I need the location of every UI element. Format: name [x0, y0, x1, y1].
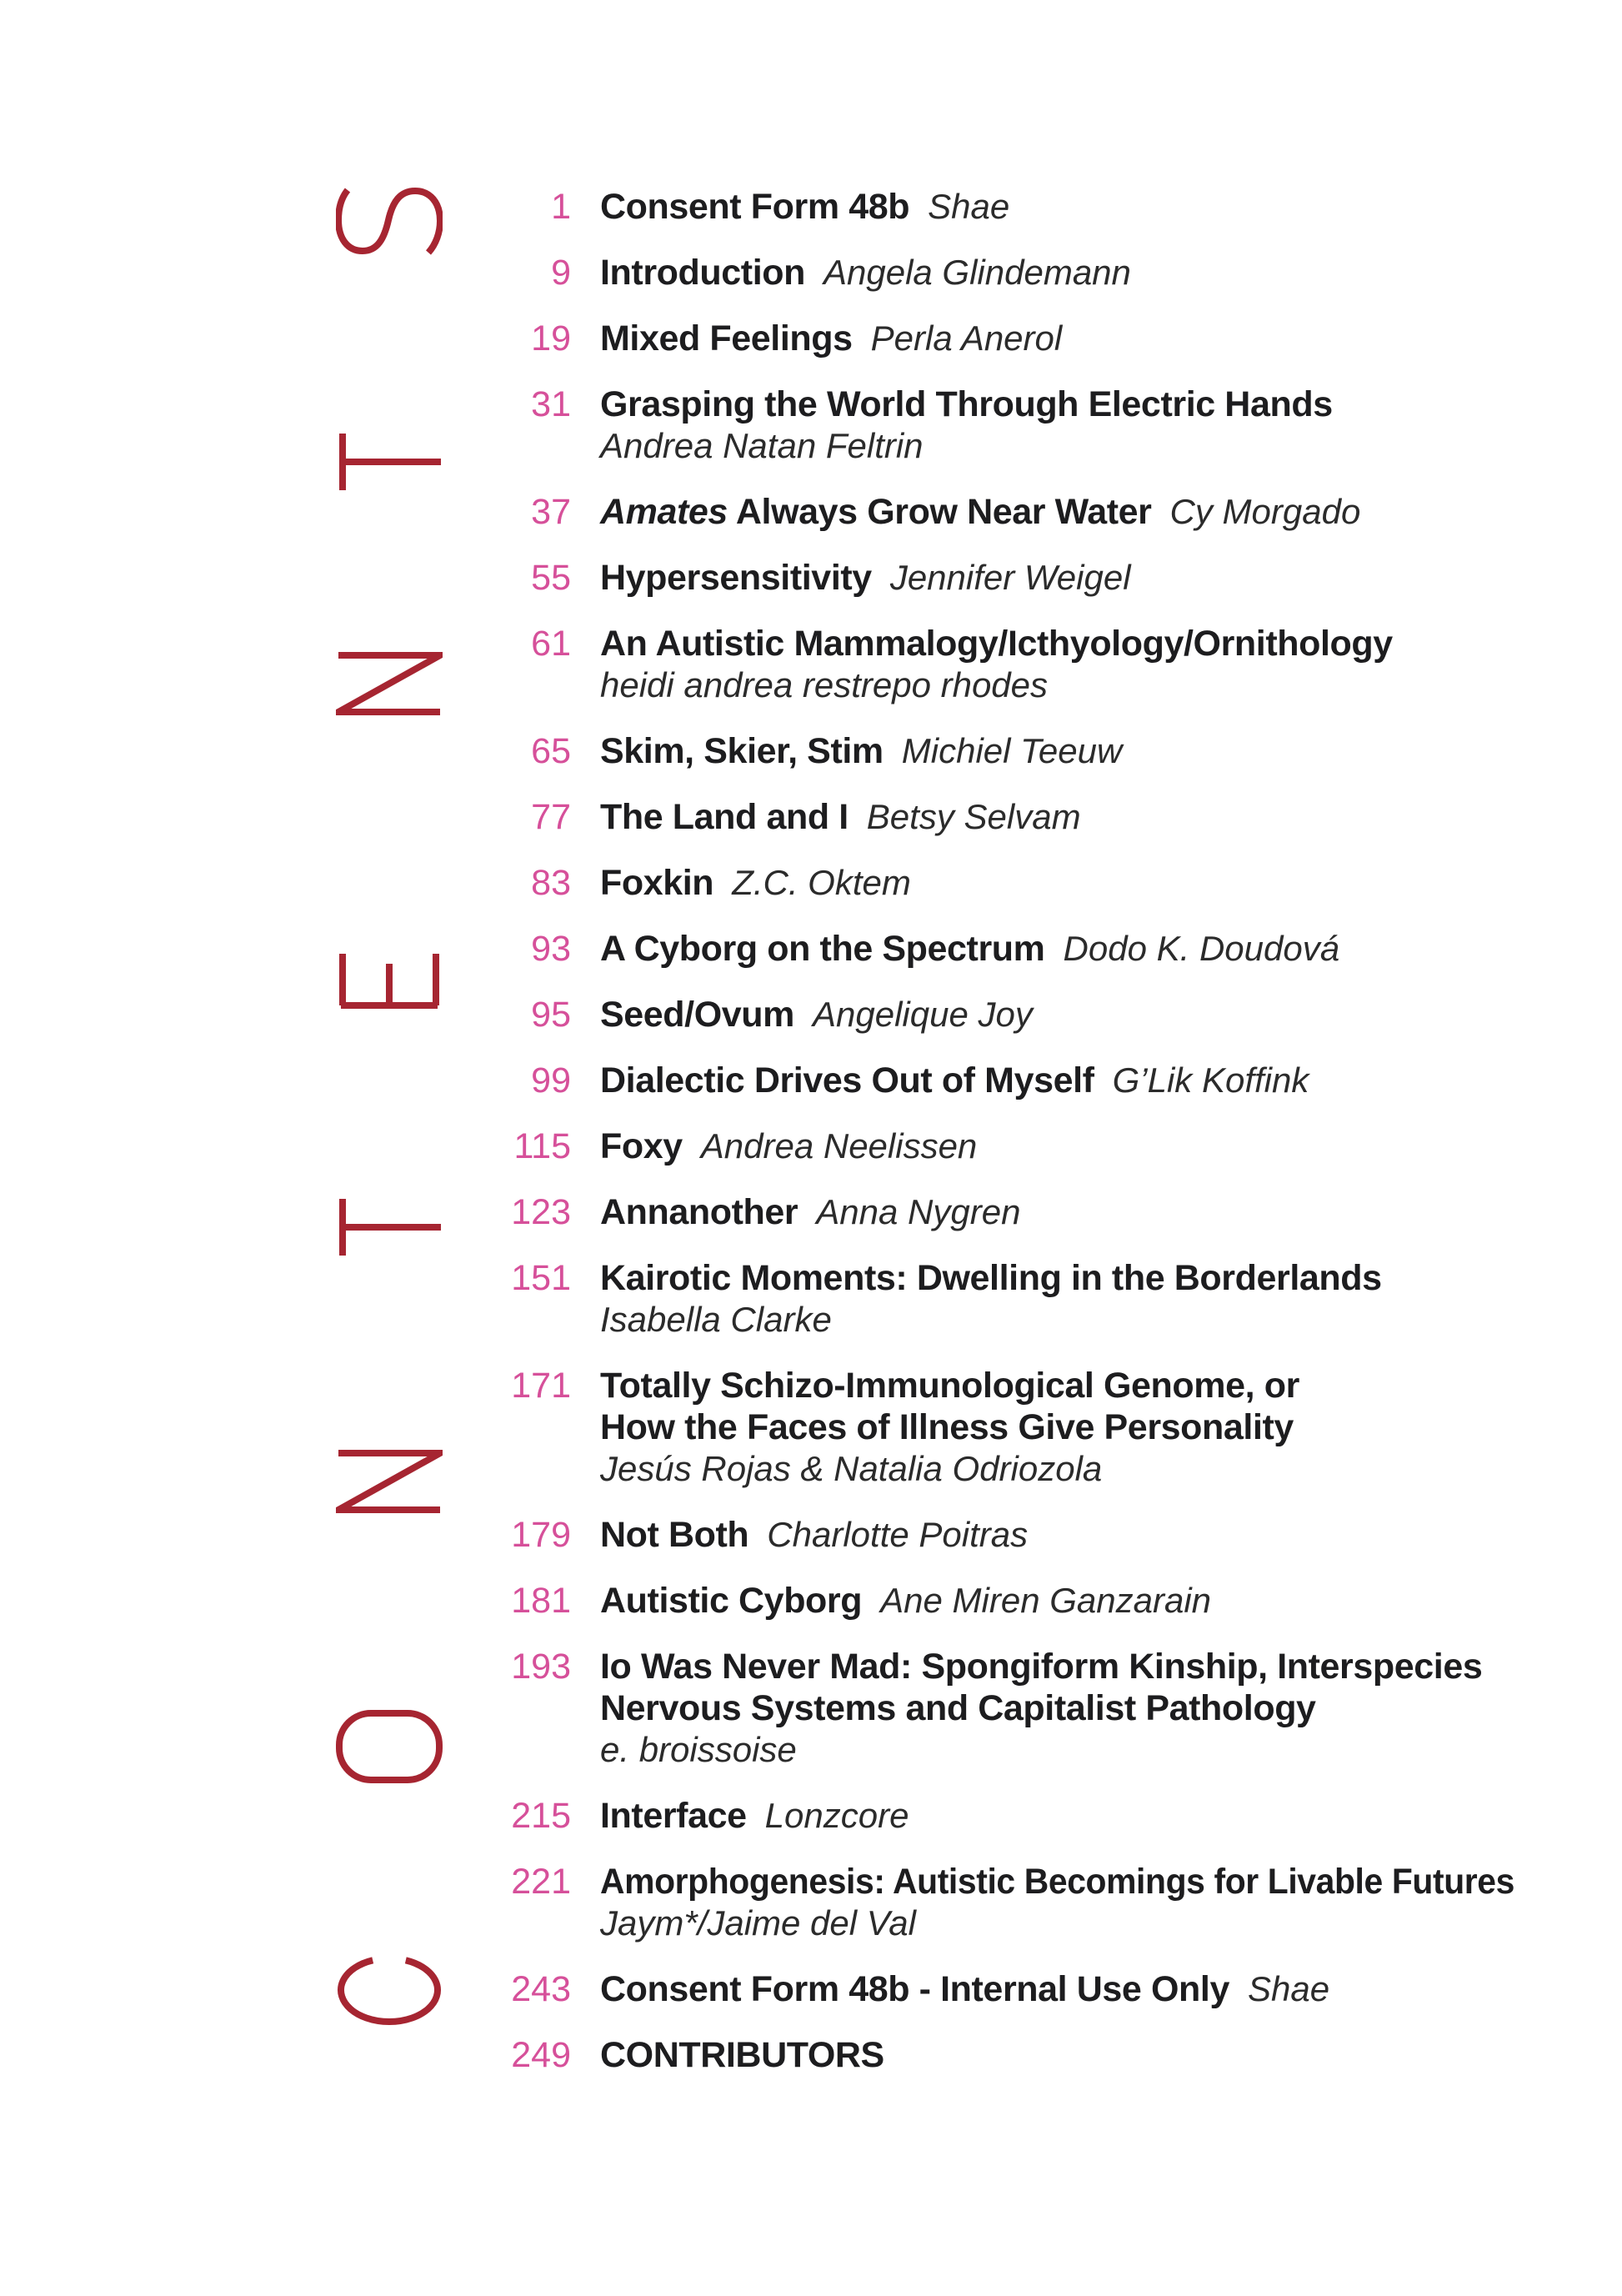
letter-glyph-C — [336, 1953, 443, 2027]
toc-entry-text — [600, 1514, 1571, 1556]
toc-entry — [438, 1861, 1571, 1944]
toc-entry-text — [600, 862, 1571, 904]
toc-author: Jaym*/Jaime del Val — [600, 1903, 916, 1943]
toc-entry-text — [600, 623, 1571, 706]
toc-page-number: 95 — [531, 995, 571, 1035]
toc-author: heidi andrea restrepo rhodes — [600, 665, 1049, 704]
toc-title: Seed/Ovum Angelique Joy — [600, 995, 1033, 1035]
toc-list — [438, 186, 1571, 2100]
toc-entry — [438, 1580, 1571, 1622]
toc-title: Mixed Feelings Perla Anerol — [600, 318, 1063, 358]
toc-author: Andrea Natan Feltrin — [600, 426, 924, 465]
toc-page-number: 37 — [531, 492, 571, 532]
toc-page-number: 243 — [511, 1969, 571, 2009]
toc-author: Michiel Teeuw — [901, 731, 1123, 770]
toc-entry-text — [600, 796, 1571, 838]
toc-title: Amates Always Grow Near Water Cy Morgado — [600, 492, 1361, 532]
toc-entry — [438, 1514, 1571, 1556]
toc-title: Amorphogenesis: Autistic Becomings for Livable Futures — [600, 1862, 1514, 1902]
toc-entry — [438, 1191, 1571, 1233]
toc-entry — [438, 1125, 1571, 1167]
toc-author: Shae — [928, 187, 1010, 226]
toc-entry — [438, 318, 1571, 359]
toc-entry-text — [600, 1968, 1571, 2010]
toc-page-number: 123 — [511, 1192, 571, 1232]
toc-title: The Land and I Betsy Selvam — [600, 797, 1081, 837]
toc-entry-text — [600, 1125, 1571, 1167]
toc-title: A Cyborg on the Spectrum Dodo K. Doudová — [600, 929, 1340, 969]
toc-author: Charlotte Poitras — [767, 1515, 1029, 1554]
toc-entry-text — [600, 384, 1571, 467]
toc-entry-text — [600, 252, 1571, 293]
toc-page-number: 77 — [531, 797, 571, 837]
toc-entry — [438, 730, 1571, 772]
toc-page-number: 215 — [511, 1796, 571, 1836]
toc-page-number: 179 — [511, 1515, 571, 1555]
letter-glyph-T — [336, 1192, 443, 1262]
letter-glyph-O — [336, 1709, 443, 1784]
toc-page-number: 55 — [531, 558, 571, 598]
toc-author: Lonzcore — [764, 1796, 909, 1835]
toc-entry-text — [600, 1060, 1571, 1101]
toc-entry-text — [600, 1365, 1571, 1490]
toc-author: Isabella Clarke — [600, 1300, 832, 1339]
toc-page-number: 221 — [511, 1862, 571, 1902]
toc-author: Jennifer Weigel — [889, 558, 1131, 597]
letter-glyph-E — [336, 949, 443, 1012]
toc-entry — [438, 557, 1571, 599]
toc-title: Consent Form 48b Shae — [600, 187, 1010, 227]
toc-entry-text — [600, 557, 1571, 599]
toc-page-number: 249 — [511, 2035, 571, 2075]
toc-entry — [438, 994, 1571, 1035]
toc-entry — [438, 1060, 1571, 1101]
toc-entry-text — [600, 318, 1571, 359]
toc-author: e. broissoise — [600, 1730, 797, 1769]
toc-author: Andrea Neelissen — [700, 1126, 978, 1166]
toc-title: Dialectic Drives Out of Myself G’Lik Koffink — [600, 1060, 1309, 1100]
toc-page-number: 19 — [531, 318, 571, 358]
toc-author: Z.C. Oktem — [732, 863, 911, 902]
toc-entry — [438, 384, 1571, 467]
toc-entry-text — [600, 1861, 1571, 1944]
toc-entry-text — [600, 186, 1571, 228]
toc-page-number: 151 — [511, 1258, 571, 1298]
letter-glyph-T — [336, 427, 443, 497]
letter-glyph-N — [336, 650, 443, 717]
toc-entry-text — [600, 2034, 1571, 2076]
toc-entry — [438, 1646, 1571, 1771]
letter-glyph-S — [336, 185, 443, 258]
toc-author: Betsy Selvam — [866, 797, 1081, 836]
toc-entry — [438, 623, 1571, 706]
toc-entry — [438, 491, 1571, 533]
toc-page-number: 181 — [511, 1581, 571, 1621]
toc-title: Foxy Andrea Neelissen — [600, 1126, 978, 1166]
toc-entry-text — [600, 994, 1571, 1035]
vertical-contents-title — [0, 0, 467, 2296]
toc-page-number: 65 — [531, 731, 571, 771]
toc-title: CONTRIBUTORS — [600, 2035, 884, 2075]
toc-entry-text — [600, 1580, 1571, 1622]
toc-entry-text — [600, 1191, 1571, 1233]
toc-entry — [438, 1365, 1571, 1490]
toc-title: Totally Schizo-Immunological Genome, or — [600, 1366, 1299, 1406]
toc-author: Cy Morgado — [1169, 492, 1361, 531]
toc-title: How the Faces of Illness Give Personality — [600, 1407, 1294, 1447]
toc-page-number: 115 — [513, 1126, 571, 1166]
toc-title: Nervous Systems and Capitalist Pathology — [600, 1688, 1316, 1728]
toc-page-number: 93 — [531, 929, 571, 969]
toc-entry — [438, 252, 1571, 293]
toc-author: Perla Anerol — [870, 318, 1063, 358]
toc-page-number: 9 — [551, 253, 571, 293]
toc-entry-text — [600, 1257, 1571, 1341]
toc-entry-text — [600, 1795, 1571, 1837]
toc-author: Angelique Joy — [812, 995, 1033, 1034]
toc-title: Not Both Charlotte Poitras — [600, 1515, 1029, 1555]
toc-page-number: 99 — [531, 1060, 571, 1100]
toc-author: Shae — [1247, 1969, 1330, 2008]
toc-entry-text — [600, 928, 1571, 970]
toc-author: Dodo K. Doudová — [1063, 929, 1340, 968]
toc-entry — [438, 1968, 1571, 2010]
toc-title: Foxkin Z.C. Oktem — [600, 863, 911, 903]
toc-entry — [438, 796, 1571, 838]
toc-title: Grasping the World Through Electric Hands — [600, 384, 1333, 424]
toc-title: Annanother Anna Nygren — [600, 1192, 1021, 1232]
toc-entry — [438, 2034, 1571, 2076]
toc-entry — [438, 862, 1571, 904]
toc-title: Consent Form 48b - Internal Use Only Shae — [600, 1969, 1330, 2009]
toc-title: Interface Lonzcore — [600, 1796, 909, 1836]
toc-author: G’Lik Koffink — [1112, 1060, 1309, 1100]
toc-entry-text — [600, 730, 1571, 772]
toc-entry — [438, 1257, 1571, 1341]
toc-entry — [438, 928, 1571, 970]
toc-title: Introduction Angela Glindemann — [600, 253, 1131, 293]
toc-title: Hypersensitivity Jennifer Weigel — [600, 558, 1131, 598]
toc-page-number: 83 — [531, 863, 571, 903]
toc-author: Ane Miren Ganzarain — [880, 1581, 1212, 1620]
toc-page-number: 193 — [511, 1647, 571, 1687]
toc-title: Autistic Cyborg Ane Miren Ganzarain — [600, 1581, 1212, 1621]
toc-entry — [438, 186, 1571, 228]
toc-entry-text — [600, 491, 1571, 533]
toc-title: An Autistic Mammalogy/Icthyology/Ornithology — [600, 624, 1393, 664]
toc-page-number: 171 — [511, 1366, 571, 1406]
toc-page-number: 31 — [531, 384, 571, 424]
toc-entry-text — [600, 1646, 1571, 1771]
toc-author: Jesús Rojas & Natalia Odriozola — [600, 1449, 1103, 1488]
letter-glyph-N — [336, 1448, 443, 1515]
toc-title: Kairotic Moments: Dwelling in the Borderlands — [600, 1258, 1382, 1298]
toc-author: Anna Nygren — [816, 1192, 1021, 1231]
toc-title: Io Was Never Mad: Spongiform Kinship, Interspecies — [600, 1647, 1483, 1687]
toc-author: Angela Glindemann — [823, 253, 1131, 292]
toc-page-number: 1 — [551, 187, 571, 227]
toc-entry — [438, 1795, 1571, 1837]
toc-title: Skim, Skier, Stim Michiel Teeuw — [600, 731, 1123, 771]
toc-page-number: 61 — [531, 624, 571, 664]
